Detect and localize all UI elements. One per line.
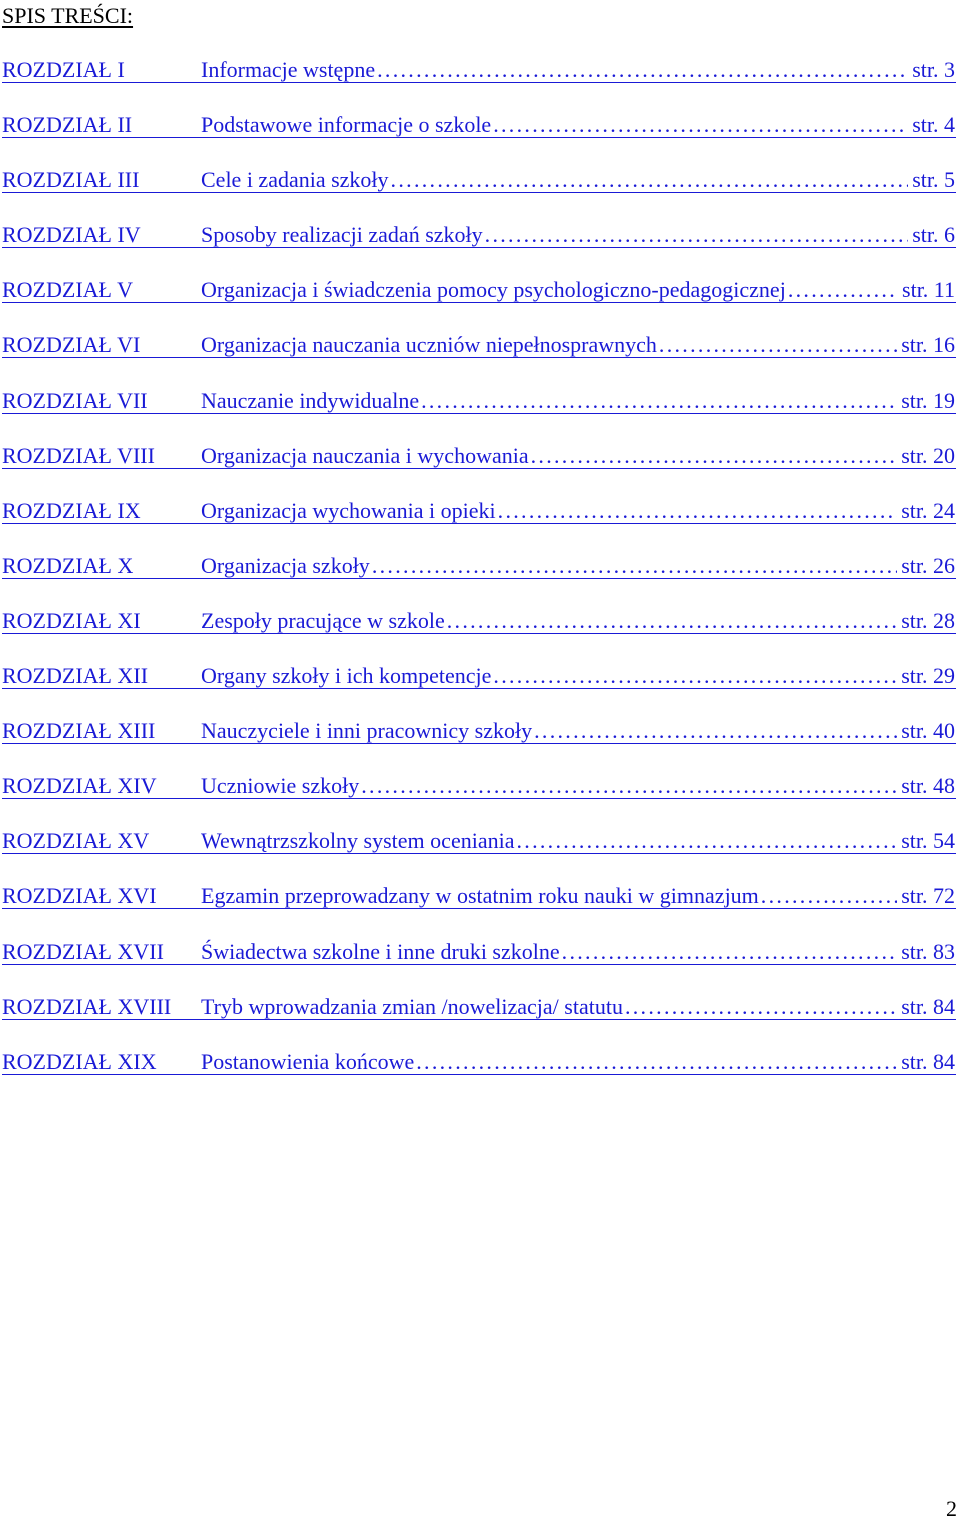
toc-heading: Nauczyciele i inni pracownicy szkoły — [201, 718, 533, 744]
toc-page-ref: str. 5 — [912, 167, 955, 193]
toc-page-ref: str. 24 — [901, 497, 955, 523]
toc-page-ref: str. 6 — [912, 222, 955, 248]
dot-leader — [416, 1047, 897, 1077]
toc-page-ref: str. 19 — [901, 387, 955, 413]
dot-leader — [372, 551, 897, 581]
toc-page-ref: str. 4 — [912, 112, 955, 138]
toc-chapter: ROZDZIAŁ VII — [2, 387, 148, 413]
toc-heading: Organizacja nauczania i wychowania — [201, 442, 529, 468]
toc-chapter: ROZDZIAŁ XVI — [2, 883, 157, 909]
toc-page-ref: str. 26 — [901, 552, 955, 578]
toc-entry-5[interactable] — [0, 275, 958, 330]
toc-entry-8[interactable] — [0, 441, 958, 496]
toc-heading: Zespoły pracujące w szkole — [201, 607, 445, 633]
toc-chapter: ROZDZIAŁ XV — [2, 828, 150, 854]
toc-heading: Tryb wprowadzania zmian /nowelizacja/ statutu — [201, 993, 623, 1019]
dot-leader — [493, 110, 908, 140]
dot-leader — [788, 275, 898, 305]
toc-chapter: ROZDZIAŁ XI — [2, 607, 141, 633]
page-number: 2 — [946, 1496, 957, 1521]
dot-leader — [391, 165, 909, 195]
toc-page-ref: str. 3 — [912, 57, 955, 82]
toc-chapter: ROZDZIAŁ I — [2, 57, 125, 82]
toc-chapter: ROZDZIAŁ VIII — [2, 442, 155, 468]
toc-heading: Wewnątrzszkolny system oceniania — [201, 828, 515, 854]
toc-heading: Organizacja nauczania uczniów niepełnosprawnych — [201, 332, 657, 358]
toc-heading: Uczniowie szkoły — [201, 773, 360, 799]
toc-heading: Świadectwa szkolne i inne druki szkolne — [201, 938, 560, 964]
toc-heading: Informacje wstępne — [201, 57, 376, 82]
toc-heading: Organizacja szkoły — [201, 552, 370, 578]
toc-entry-14[interactable] — [0, 771, 958, 826]
toc-entry-10[interactable] — [0, 551, 958, 606]
toc-page-ref: str. 72 — [901, 883, 955, 909]
toc-page-ref: str. 11 — [902, 277, 955, 303]
toc-entry-6[interactable] — [0, 330, 958, 385]
toc-entry-12[interactable] — [0, 661, 958, 716]
toc-chapter: ROZDZIAŁ II — [2, 112, 133, 138]
toc-chapter: ROZDZIAŁ V — [2, 277, 133, 303]
toc-page-ref: str. 16 — [901, 332, 955, 358]
toc-chapter: ROZDZIAŁ IX — [2, 497, 141, 523]
dot-leader — [377, 55, 908, 85]
toc-heading: Sposoby realizacji zadań szkoły — [201, 222, 483, 248]
toc-heading: Organy szkoły i ich kompetencje — [201, 663, 492, 689]
toc-entry-15[interactable] — [0, 826, 958, 881]
toc-chapter: ROZDZIAŁ XII — [2, 663, 149, 689]
toc-heading: Postanowienia końcowe — [201, 1048, 415, 1074]
toc-entry-19[interactable] — [0, 1047, 958, 1102]
dot-leader — [498, 496, 898, 526]
toc-heading: Organizacja wychowania i opieki — [201, 497, 496, 523]
toc-page-ref: str. 84 — [901, 1048, 955, 1074]
toc-chapter: ROZDZIAŁ XIV — [2, 773, 157, 799]
dot-leader — [493, 661, 897, 691]
toc-entry-16[interactable] — [0, 881, 958, 936]
toc-entry-9[interactable] — [0, 496, 958, 551]
page-title: SPIS TREŚCI: — [2, 3, 134, 28]
toc-heading: Nauczanie indywidualne — [201, 387, 420, 413]
dot-leader — [659, 330, 897, 360]
toc-page-ref: str. 84 — [901, 993, 955, 1019]
toc-chapter: ROZDZIAŁ III — [2, 167, 140, 193]
dot-leader — [534, 716, 897, 746]
toc-heading: Cele i zadania szkoły — [201, 167, 389, 193]
toc-heading: Podstawowe informacje o szkole — [201, 112, 492, 138]
toc-page-ref: str. 20 — [901, 442, 955, 468]
dot-leader — [562, 937, 898, 967]
dot-leader — [447, 606, 897, 636]
toc-chapter: ROZDZIAŁ XIX — [2, 1048, 157, 1074]
toc-page-ref: str. 54 — [901, 828, 955, 854]
toc-entry-7[interactable] — [0, 386, 958, 441]
dot-leader — [361, 771, 897, 801]
toc-page-ref: str. 83 — [901, 938, 955, 964]
toc-chapter: ROZDZIAŁ X — [2, 552, 134, 578]
dot-leader — [761, 881, 897, 911]
toc-heading: Organizacja i świadczenia pomocy psychologiczno-pedagogicznej — [201, 277, 786, 303]
toc-page-ref: str. 29 — [901, 663, 955, 689]
toc-entry-18[interactable] — [0, 992, 958, 1047]
toc-entry-13[interactable] — [0, 716, 958, 771]
toc-chapter: ROZDZIAŁ IV — [2, 222, 141, 248]
table-of-contents — [0, 55, 958, 1102]
dot-leader — [625, 992, 897, 1022]
toc-chapter: ROZDZIAŁ XVII — [2, 938, 164, 964]
toc-chapter: ROZDZIAŁ XIII — [2, 718, 156, 744]
dot-leader — [421, 386, 897, 416]
toc-entry-17[interactable] — [0, 937, 958, 992]
toc-entry-2[interactable] — [0, 110, 958, 165]
dot-leader — [531, 441, 898, 471]
toc-page-ref: str. 48 — [901, 773, 955, 799]
toc-page-ref: str. 28 — [901, 607, 955, 633]
toc-chapter: ROZDZIAŁ XVIII — [2, 993, 172, 1019]
toc-entry-4[interactable] — [0, 220, 958, 275]
toc-page-ref: str. 40 — [901, 718, 955, 744]
dot-leader — [516, 826, 897, 856]
toc-entry-11[interactable] — [0, 606, 958, 661]
toc-entry-3[interactable] — [0, 165, 958, 220]
toc-entry-1[interactable] — [0, 55, 958, 110]
dot-leader — [485, 220, 909, 250]
toc-chapter: ROZDZIAŁ VI — [2, 332, 141, 358]
toc-heading: Egzamin przeprowadzany w ostatnim roku nauki w gimnazjum — [201, 883, 759, 909]
